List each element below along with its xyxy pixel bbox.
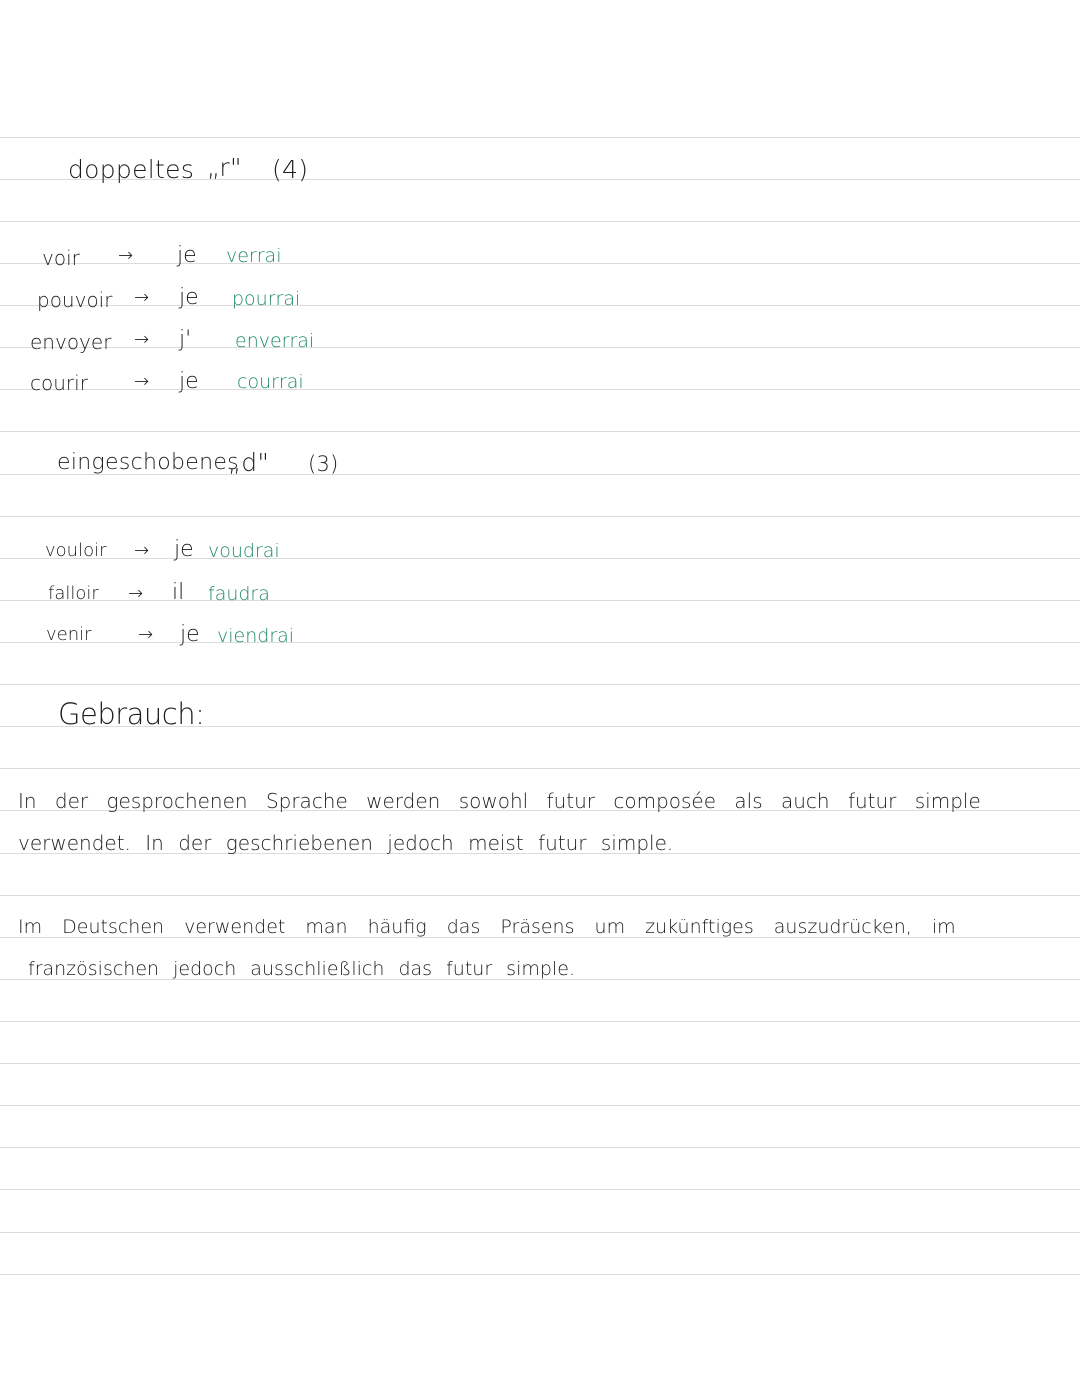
ruled-line — [0, 1063, 1080, 1064]
section1-pronoun: je — [179, 285, 199, 310]
section2-pronoun: je — [180, 622, 200, 647]
ruled-line — [0, 1232, 1080, 1233]
ruled-line — [0, 221, 1080, 222]
ruled-line — [0, 642, 1080, 643]
section2-verb: venir — [46, 624, 92, 645]
usage-paragraph2-line2: französischen jedoch ausschließlich das futur simple. — [28, 958, 575, 980]
ruled-line — [0, 1147, 1080, 1148]
arrow-icon: → — [134, 329, 150, 350]
ruled-line — [0, 558, 1080, 559]
arrow-icon: → — [118, 245, 134, 266]
section1-verb: voir — [42, 246, 80, 270]
ruled-line — [0, 347, 1080, 348]
section1-verb: courir — [30, 371, 88, 395]
section2-heading: eingeschobenes — [57, 450, 239, 475]
ruled-line — [0, 768, 1080, 769]
ruled-line — [0, 600, 1080, 601]
ruled-line — [0, 137, 1080, 138]
section1-count: (4) — [272, 155, 309, 184]
section1-future-form: pourrai — [232, 288, 301, 310]
section1-future-form: enverrai — [235, 330, 315, 352]
section1-future-form: courrai — [237, 371, 304, 393]
ruled-line — [0, 389, 1080, 390]
section1-verb: envoyer — [30, 330, 112, 354]
arrow-icon: → — [138, 624, 154, 645]
section2-pronoun: il — [172, 580, 185, 605]
ruled-line — [0, 1274, 1080, 1275]
arrow-icon: → — [128, 583, 144, 604]
usage-paragraph1-line1: In der gesprochenen Sprache werden sowohl futur composée als auch futur simple — [18, 789, 981, 813]
section1-heading: doppeltes — [68, 155, 195, 184]
usage-paragraph1-line2: verwendet. In der geschriebenen jedoch meist futur simple. — [18, 831, 674, 855]
section2-future-form: faudra — [208, 583, 270, 605]
arrow-icon: → — [134, 540, 150, 561]
section2-future-form: voudrai — [208, 540, 280, 562]
ruled-line — [0, 263, 1080, 264]
section2-verb: falloir — [48, 583, 99, 604]
ruled-line — [0, 1189, 1080, 1190]
ruled-line — [0, 1105, 1080, 1106]
ruled-line — [0, 431, 1080, 432]
section1-future-form: verrai — [226, 245, 282, 267]
ruled-line — [0, 684, 1080, 685]
section2-count: (3) — [308, 452, 339, 476]
usage-title: Gebrauch: — [58, 697, 205, 731]
ruled-line — [0, 516, 1080, 517]
section1-pronoun: j' — [179, 327, 192, 352]
section1-verb: pouvoir — [37, 288, 113, 312]
section2-verb: vouloir — [45, 540, 107, 561]
section2-future-form: viendrai — [217, 625, 295, 647]
ruled-line — [0, 305, 1080, 306]
section1-marker: „r" — [207, 153, 242, 182]
section2-marker: „d" — [228, 448, 270, 477]
section1-pronoun: je — [179, 369, 199, 394]
ruled-line — [0, 1021, 1080, 1022]
section1-pronoun: je — [177, 243, 197, 268]
section2-pronoun: je — [174, 537, 194, 562]
usage-paragraph2-line1: Im Deutschen verwendet man häufig das Präsens um zukünftiges auszudrücken, im — [18, 916, 956, 938]
ruled-line — [0, 895, 1080, 896]
arrow-icon: → — [134, 371, 150, 392]
arrow-icon: → — [134, 287, 150, 308]
